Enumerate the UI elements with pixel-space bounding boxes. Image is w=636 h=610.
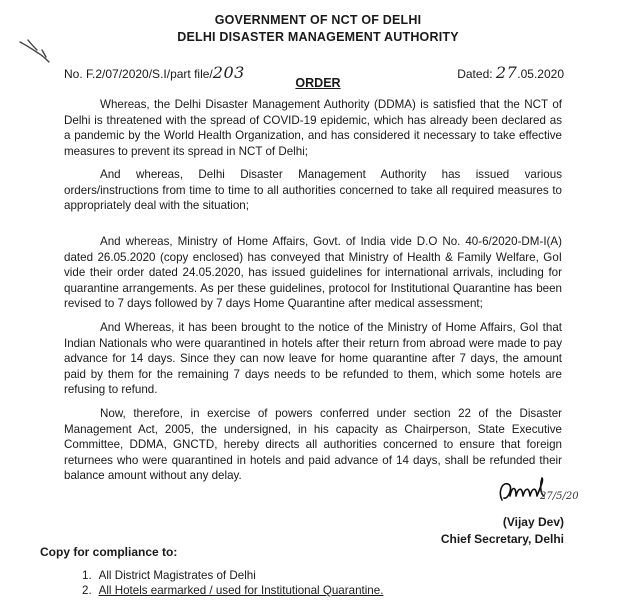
signature-date-handwritten: 27/5/20 bbox=[540, 491, 579, 502]
paragraph-whereas-mha-guidelines: And whereas, Ministry of Home Affairs, Govt. of India vide D.O No. 40-6/2020-DM-I(A) dated 26.05.2020 (copy enclosed) has conveyed that Ministry of Health & Family Welfare, GoI vide their order dated 24.05.2020, has issued guidelines for international arrivals, including for quarantine arrangements. As per these guidelines, protocol for Institutional Quarantine has been revised to 7 days followed by 7 days Home Quarantine after medical assessment; bbox=[64, 235, 562, 311]
signatory-designation: Chief Secretary, Delhi bbox=[440, 532, 564, 546]
file-number-prefix: No. F.2/07/2020/S.I/part file/ bbox=[64, 67, 213, 81]
file-number-handwritten: 203 bbox=[212, 63, 245, 82]
list-item-text: All Hotels earmarked / used for Institutional Quarantine. bbox=[98, 584, 384, 597]
copy-compliance-title: Copy for compliance to: bbox=[40, 545, 178, 559]
list-item bbox=[82, 583, 383, 598]
paragraph-whereas-threat: Whereas, the Delhi Disaster Management Authority (DDMA) is satisfied that the NCT of Delhi is threatened with the spread of COVID-19 epidemic, which has already been declared as a pandemic by the World Health Organization, and has considered it necessary to take effective measures to prevent its spread in NCT of Delhi; bbox=[64, 98, 562, 158]
paragraph-whereas-hotel-advance: And Whereas, it has been brought to the notice of the Ministry of Home Affairs, GoI that Indian Nationals who were quarantined in hotels after their return from abroad were made to pay advance for 14 days. Since they can now leave for home quarantine after 7 days, the amount paid by them for the remaining 7 days needs to be refunded to them, which some hotels are refusing to refund. bbox=[64, 321, 562, 397]
copy-list bbox=[82, 568, 383, 598]
paragraph-whereas-orders: And whereas, Delhi Disaster Management Authority has issued various orders/instructions from time to time to all authorities concerned to take all required measures to appropriately deal with the situation; bbox=[64, 168, 562, 213]
margin-tick-mark bbox=[18, 36, 52, 64]
signatory-block bbox=[400, 514, 564, 548]
order-date-day-handwritten: 27 bbox=[495, 63, 518, 82]
order-title: ORDER bbox=[295, 76, 341, 90]
paragraph-directive: Now, therefore, in exercise of powers conferred under section 22 of the Disaster Management Act, 2005, the undersigned, in his capacity as Chairperson, State Executive Committee, DDMA, GNCTD, hereby directs all authorities concerned to ensure that foreign returnees who were quarantined in hotels and paid advance of 14 days, shall be refunded their balance amount without any delay. bbox=[64, 407, 562, 483]
order-date-suffix: .05.2020 bbox=[517, 67, 564, 81]
list-item-text: All District Magistrates of Delhi bbox=[98, 569, 256, 582]
list-item-number: 2. bbox=[82, 584, 92, 597]
header-authority: DELHI DISASTER MANAGEMENT AUTHORITY bbox=[177, 30, 459, 44]
order-date-prefix: Dated: bbox=[457, 67, 496, 81]
list-item-number: 1. bbox=[82, 569, 92, 582]
signatory-name: (Vijay Dev) bbox=[502, 515, 564, 529]
header-government: GOVERNMENT OF NCT OF DELHI bbox=[214, 13, 422, 27]
list-item bbox=[82, 568, 383, 583]
document-header bbox=[0, 12, 636, 46]
